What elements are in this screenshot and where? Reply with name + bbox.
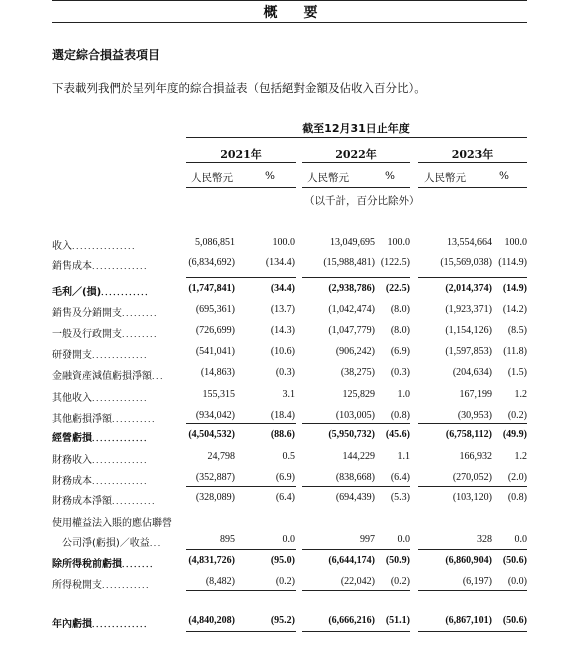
header-rule-bottom: [52, 22, 527, 23]
cell-rmb-2022: (2,938,786): [328, 283, 375, 294]
table-row: [0, 346, 587, 366]
header-bottom-rule-2021: [186, 187, 296, 188]
row-leader-dots: ．．．．．．．．．．．．．．: [92, 456, 152, 465]
cell-pct-2022: (50.9): [385, 555, 410, 566]
cell-pct-2023: (114.9): [498, 257, 527, 268]
cell-rmb-2021: (6,834,692): [188, 257, 235, 268]
year-rule-2022: [302, 162, 410, 163]
table-row: [0, 257, 587, 277]
table-row: [0, 304, 587, 324]
cell-pct-2022: (0.2): [390, 576, 410, 587]
cell-rmb-2023: 328: [477, 534, 492, 545]
page-title: 概 要: [263, 5, 324, 21]
row-label-text: 除所得稅前虧損: [52, 559, 122, 570]
rule-after-income-tax: [186, 590, 296, 591]
row-leader-dots: ．．．．．．．．．．．．: [102, 581, 154, 590]
row-label: [52, 615, 182, 630]
period-header: 截至12月31日止年度: [302, 122, 410, 135]
row-label: [52, 576, 182, 591]
cell-rmb-2022: (38,275): [340, 367, 375, 378]
rule-after-finance-costs: [186, 486, 296, 487]
header-rule-top: [52, 0, 527, 1]
table-row: [0, 492, 587, 512]
row-label: [52, 257, 182, 272]
row-label-text: 年內虧損: [52, 619, 92, 630]
cell-rmb-2021: (695,361): [195, 304, 235, 315]
row-leader-dots: ．．．．．．．．．．．．．．: [92, 394, 152, 403]
col-rmb-2022: 人民幣元: [307, 172, 349, 184]
cell-pct-2023: (0.2): [507, 410, 527, 421]
cell-pct-2021: (10.6): [270, 346, 295, 357]
row-label: [52, 534, 182, 549]
header-bottom-rule-2023: [418, 187, 527, 188]
cell-rmb-2021: (4,831,726): [188, 555, 235, 566]
cell-rmb-2021: (8,482): [205, 576, 235, 587]
row-label: [52, 367, 182, 382]
rule-after-other-losses: [186, 423, 296, 424]
cell-pct-2022: 0.0: [397, 534, 410, 545]
row-label-text: 銷售成本: [52, 261, 92, 272]
cell-rmb-2022: (1,047,779): [328, 325, 375, 336]
col-pct-2023: %: [499, 170, 509, 182]
cell-pct-2021: (13.7): [270, 304, 295, 315]
cell-pct-2021: (0.3): [275, 367, 295, 378]
intro-paragraph: 下表載列我們於呈列年度的綜合損益表（包括絕對金額及佔收入百分比）。: [52, 81, 426, 95]
cell-pct-2021: 100.0: [272, 237, 295, 248]
cell-pct-2021: (134.4): [265, 257, 295, 268]
cell-pct-2023: (0.8): [507, 492, 527, 503]
cell-rmb-2022: (694,439): [335, 492, 375, 503]
row-leader-dots: ．．．: [149, 539, 166, 548]
cell-rmb-2022: (838,668): [335, 472, 375, 483]
cell-rmb-2021: (14,863): [200, 367, 235, 378]
row-label: [52, 283, 182, 298]
cell-pct-2022: 1.0: [397, 389, 410, 400]
cell-rmb-2021: 155,315: [202, 389, 235, 400]
cell-pct-2021: (6.9): [275, 472, 295, 483]
row-label-text: 研發開支: [52, 350, 92, 361]
rule-after-cost-of-sales: [418, 277, 527, 278]
cell-rmb-2022: (906,242): [335, 346, 375, 357]
cell-rmb-2021: (4,504,532): [188, 429, 235, 440]
cell-pct-2023: (0.0): [507, 576, 527, 587]
cell-rmb-2023: 13,554,664: [447, 237, 492, 248]
row-label-text: 其他收入: [52, 393, 92, 404]
cell-pct-2022: 100.0: [387, 237, 410, 248]
row-label-text: 使用權益法入賬的應佔聯營: [52, 518, 172, 529]
cell-rmb-2021: 24,798: [207, 451, 235, 462]
cell-rmb-2021: (352,887): [195, 472, 235, 483]
row-label: [52, 451, 182, 466]
cell-rmb-2023: (2,014,374): [445, 283, 492, 294]
table-row: [0, 410, 587, 430]
row-label: [52, 472, 182, 487]
row-label-text: 公司淨(虧損)／收益: [52, 538, 150, 549]
cell-pct-2021: (88.6): [270, 429, 295, 440]
row-label-text: 其他虧損淨額: [52, 414, 112, 425]
cell-rmb-2023: (6,860,904): [445, 555, 492, 566]
row-leader-dots: ．．．．．．．．．．．: [112, 415, 160, 424]
cell-pct-2021: (95.0): [270, 555, 295, 566]
cell-pct-2022: (5.3): [390, 492, 410, 503]
cell-pct-2023: (8.5): [507, 325, 527, 336]
cell-rmb-2022: 13,049,695: [330, 237, 375, 248]
cell-rmb-2023: (15,569,038): [440, 257, 492, 268]
row-leader-dots: ．．．．．．．．．: [122, 330, 162, 339]
cell-pct-2022: (8.0): [390, 325, 410, 336]
row-leader-dots: ．．．．．．．．．．．: [112, 497, 160, 506]
rule-after-other-losses: [418, 423, 527, 424]
cell-rmb-2023: (30,953): [457, 410, 492, 421]
row-leader-dots: ．．．．．．．．．．．．．．: [92, 620, 152, 629]
rule-after-loss-for-year: [418, 631, 527, 632]
cell-pct-2022: (51.1): [385, 615, 410, 626]
cell-rmb-2021: (934,042): [195, 410, 235, 421]
cell-pct-2023: (49.9): [502, 429, 527, 440]
row-leader-dots: ．．．．．．．．．．．．．．: [92, 351, 152, 360]
cell-rmb-2021: 895: [220, 534, 235, 545]
cell-rmb-2023: (103,120): [452, 492, 492, 503]
row-leader-dots: ．．．: [152, 372, 168, 381]
col-pct-2022: %: [385, 170, 395, 182]
cell-pct-2021: (6.4): [275, 492, 295, 503]
cell-rmb-2022: (5,950,732): [328, 429, 375, 440]
cell-rmb-2022: 144,229: [342, 451, 375, 462]
cell-rmb-2023: (6,867,101): [445, 615, 492, 626]
rule-after-associates: [186, 549, 296, 550]
rule-after-income-tax: [302, 590, 410, 591]
cell-pct-2021: 0.5: [282, 451, 295, 462]
cell-pct-2023: (2.0): [507, 472, 527, 483]
cell-pct-2022: (8.0): [390, 304, 410, 315]
cell-rmb-2021: 5,086,851: [195, 237, 235, 248]
row-leader-dots: ．．．．．．．．．: [122, 309, 162, 318]
cell-pct-2023: (14.2): [502, 304, 527, 315]
table-row: [0, 534, 587, 554]
cell-pct-2023: (11.8): [503, 346, 527, 357]
cell-rmb-2022: (6,666,216): [328, 615, 375, 626]
row-label-text: 一般及行政開支: [52, 329, 122, 340]
table-row: [0, 451, 587, 471]
row-label: [52, 346, 182, 361]
row-label-text: 財務成本淨額: [52, 496, 112, 507]
row-leader-dots: ．．．．．．．．．．．．．．．．: [72, 242, 140, 251]
row-leader-dots: ．．．．．．．．．．．．．．: [92, 434, 152, 443]
row-leader-dots: ．．．．．．．．: [122, 560, 158, 569]
rule-after-associates: [418, 549, 527, 550]
cell-rmb-2023: (1,597,853): [445, 346, 492, 357]
rule-after-associates: [302, 549, 410, 550]
row-label-text: 所得稅開支: [52, 580, 102, 591]
cell-rmb-2023: (6,197): [462, 576, 492, 587]
year-2023: 2023年: [451, 148, 494, 161]
period-rule: [186, 137, 527, 138]
rule-after-cost-of-sales: [186, 277, 296, 278]
row-label-text: 財務成本: [52, 476, 92, 487]
table-row: [0, 325, 587, 345]
cell-rmb-2023: 167,199: [459, 389, 492, 400]
year-rule-2023: [418, 162, 527, 163]
cell-pct-2022: (122.5): [380, 257, 410, 268]
row-label-text: 毛利／(損): [52, 287, 102, 298]
col-rmb-2023: 人民幣元: [424, 172, 466, 184]
cell-pct-2023: 1.2: [514, 389, 527, 400]
cell-pct-2021: (34.4): [270, 283, 295, 294]
table-row: [0, 576, 587, 596]
table-row: [0, 514, 587, 534]
row-label: [52, 410, 182, 425]
table-row: [0, 283, 587, 303]
table-row: [0, 367, 587, 387]
row-label-text: 經營虧損: [52, 433, 92, 444]
cell-pct-2022: 1.1: [397, 451, 410, 462]
cell-pct-2023: (50.6): [502, 555, 527, 566]
cell-pct-2022: (0.3): [390, 367, 410, 378]
rule-after-finance-costs: [418, 486, 527, 487]
cell-rmb-2023: (270,052): [452, 472, 492, 483]
row-label: [52, 304, 182, 319]
row-label-text: 財務收入: [52, 455, 92, 466]
year-2021: 2021年: [220, 148, 262, 161]
cell-pct-2022: (45.6): [385, 429, 410, 440]
cell-rmb-2021: (726,699): [195, 325, 235, 336]
rule-after-cost-of-sales: [302, 277, 410, 278]
cell-rmb-2022: (103,005): [335, 410, 375, 421]
table-row: [0, 472, 587, 492]
cell-pct-2023: (50.6): [502, 615, 527, 626]
row-leader-dots: ．．．．．．．．．．．．．．: [92, 477, 152, 486]
row-label: [52, 514, 182, 529]
table-row: [0, 389, 587, 409]
cell-rmb-2022: 997: [360, 534, 375, 545]
row-label: [52, 492, 182, 507]
row-label-text: 金融資產減值虧損淨額: [52, 371, 152, 382]
rule-after-income-tax: [418, 590, 527, 591]
rule-after-other-losses: [302, 423, 410, 424]
rule-after-loss-for-year: [302, 631, 410, 632]
cell-pct-2021: (14.3): [270, 325, 295, 336]
row-label: [52, 429, 182, 444]
row-leader-dots: ．．．．．．．．．．．．: [101, 288, 154, 297]
cell-rmb-2023: (1,154,126): [445, 325, 492, 336]
table-row: [0, 237, 587, 257]
cell-pct-2021: 0.0: [282, 534, 295, 545]
cell-pct-2023: 100.0: [504, 237, 527, 248]
cell-pct-2023: (14.9): [502, 283, 527, 294]
cell-pct-2023: (1.5): [507, 367, 527, 378]
col-rmb-2021: 人民幣元: [191, 172, 233, 184]
rule-after-finance-costs: [302, 486, 410, 487]
table-row: [0, 555, 587, 575]
cell-rmb-2023: (204,634): [452, 367, 492, 378]
row-label: [52, 325, 182, 340]
row-leader-dots: ．．．．．．．．．．．．．．: [92, 262, 152, 271]
row-label-text: 銷售及分銷開支: [52, 308, 122, 319]
col-pct-2021: %: [265, 170, 275, 182]
cell-pct-2022: (6.9): [390, 346, 410, 357]
cell-rmb-2023: 166,932: [459, 451, 492, 462]
cell-pct-2022: (22.5): [385, 283, 410, 294]
cell-pct-2022: (6.4): [390, 472, 410, 483]
table-row: [0, 429, 587, 449]
year-2022: 2022年: [335, 148, 377, 161]
row-label-text: 收入: [52, 241, 72, 252]
year-rule-2021: [186, 162, 296, 163]
cell-pct-2023: 1.2: [514, 451, 527, 462]
table-row: [0, 615, 587, 635]
cell-rmb-2022: (6,644,174): [328, 555, 375, 566]
cell-rmb-2021: (541,041): [195, 346, 235, 357]
cell-rmb-2022: (15,988,481): [323, 257, 375, 268]
cell-rmb-2021: (1,747,841): [188, 283, 235, 294]
cell-rmb-2022: (22,042): [340, 576, 375, 587]
cell-rmb-2022: 125,829: [342, 389, 375, 400]
cell-pct-2021: (0.2): [275, 576, 295, 587]
cell-rmb-2021: (328,089): [195, 492, 235, 503]
row-label: [52, 555, 182, 570]
rule-after-loss-for-year: [186, 631, 296, 632]
cell-pct-2021: 3.1: [282, 389, 295, 400]
cell-pct-2023: 0.0: [514, 534, 527, 545]
row-label: [52, 389, 182, 404]
header-bottom-rule-2022: [302, 187, 410, 188]
unit-note: （以千計，百分比除外）: [304, 195, 420, 207]
cell-pct-2022: (0.8): [390, 410, 410, 421]
cell-pct-2021: (18.4): [270, 410, 295, 421]
cell-rmb-2023: (6,758,112): [445, 429, 492, 440]
section-heading: 選定綜合損益表項目: [52, 48, 161, 62]
cell-rmb-2021: (4,840,208): [188, 615, 235, 626]
row-label: [52, 237, 182, 252]
cell-pct-2021: (95.2): [270, 615, 295, 626]
cell-rmb-2022: (1,042,474): [328, 304, 375, 315]
cell-rmb-2023: (1,923,371): [445, 304, 492, 315]
